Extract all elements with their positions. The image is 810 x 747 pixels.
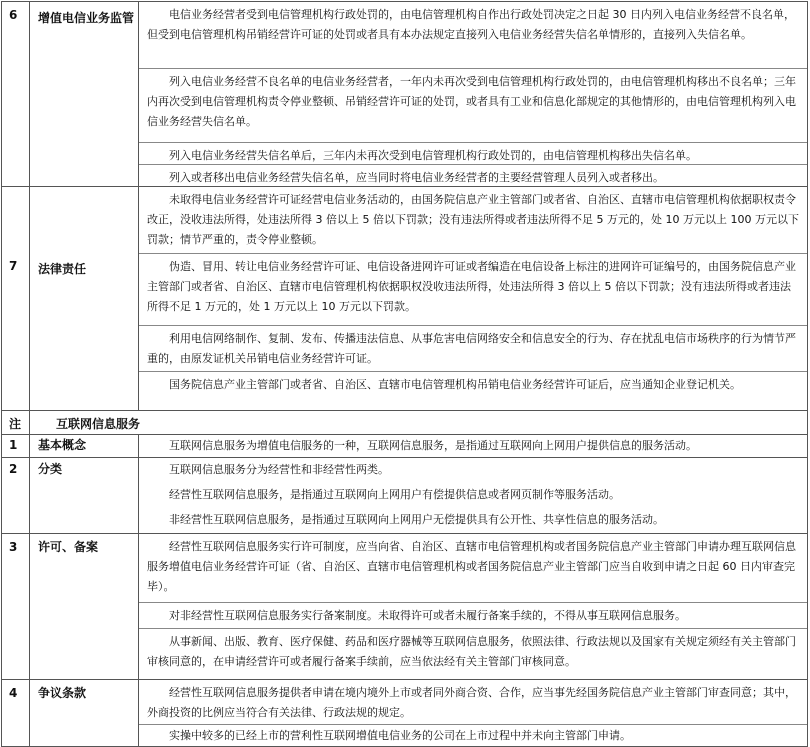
paragraph: 对非经营性互联网信息服务实行备案制度。未取得许可或者未履行备案手续的，不得从事互联网信息服务。: [139, 602, 807, 628]
row-number: 2: [1, 458, 30, 534]
paragraph: 列入电信业务经营失信名单后，三年内未再次受到电信管理机构行政处罚的，由电信管理机构移出失信名单。: [139, 142, 807, 164]
row-title: 法律责任: [30, 187, 139, 411]
paragraph: 互联网信息服务分为经营性和非经营性两类。: [169, 463, 389, 476]
row-content: [139, 534, 808, 680]
row-title: 争议条款: [30, 680, 139, 746]
row-content: [139, 680, 808, 746]
paragraph: 伪造、冒用、转让电信业务经营许可证、电信设备进网许可证或者编造在电信设备上标注的进网许可证编号的，由国务院信息产业主管部门或者省、自治区、直辖市电信管理机构依据职权没收违法所得，处违法所得 3 倍以上 5 倍以下罚款；没有违法所得或者违法所得不足 1 万元的，处 1 万元以上 10 万元以下罚款。: [139, 253, 807, 325]
row-content: [139, 2, 808, 187]
paragraph: 实操中较多的已经上市的营利性互联网增值电信业务的公司在上市过程中并未向主管部门申请。: [139, 724, 807, 746]
paragraph: 经营性互联网信息服务，是指通过互联网向上网用户有偿提供信息或者网页制作等服务活动。: [169, 488, 620, 501]
row-number: 7: [1, 187, 30, 411]
row-title: 分类: [30, 458, 139, 534]
paragraph: 非经营性互联网信息服务，是指通过互联网向上网用户无偿提供具有公开性、共享性信息的服务活动。: [169, 513, 664, 526]
table-row: [1, 679, 808, 747]
paragraph: 经营性互联网信息服务实行许可制度，应当向省、自治区、直辖市电信管理机构或者国务院信息产业主管部门申请办理互联网信息服务增值电信业务经营许可证（省、自治区、直辖市电信管理机构或者国务院信息产业主管部门应当自收到申请之日起 60 日内审查完毕）。: [147, 540, 796, 593]
paragraph: 未取得电信业务经营许可证经营电信业务活动的，由国务院信息产业主管部门或者省、自治区、直辖市电信管理机构依据职权责令改正，没收违法所得，处违法所得 3 倍以上 5 倍以下罚款；没有违法所得或者违法所得不足 5 万元的，处 10 万元以上 100 万元以下罚款；情节严重的，责令停业整顿。: [147, 193, 799, 246]
section-header: [1, 410, 808, 435]
row-content: [139, 435, 808, 458]
row-number: 6: [1, 2, 30, 187]
table-row: [1, 457, 808, 534]
paragraph: 经营性互联网信息服务提供者申请在境内境外上市或者同外商合资、合作，应当事先经国务院信息产业主管部门审查同意；其中，外商投资的比例应当符合有关法律、行政法规的规定。: [147, 686, 796, 719]
table-row: [1, 434, 808, 458]
row-number: 3: [1, 534, 30, 680]
row-number: 4: [1, 680, 30, 746]
row-content: [139, 458, 808, 534]
paragraph: 列入电信业务经营不良名单的电信业务经营者，一年内未再次受到电信管理机构行政处罚的，由电信管理机构移出不良名单；三年内再次受到电信管理机构责令停业整顿、吊销经营许可证的处罚，或者具有工业和信息化部规定的其他情形的，由电信管理机构列入电信业务经营失信名单。: [139, 68, 807, 142]
row-number: 1: [1, 435, 30, 458]
paragraph: 国务院信息产业主管部门或者省、自治区、直辖市电信管理机构吊销电信业务经营许可证后，应当通知企业登记机关。: [139, 371, 807, 411]
row-title: 许可、备案: [30, 534, 139, 680]
table-row: [1, 186, 808, 411]
paragraph: 列入或者移出电信业务经营失信名单，应当同时将电信业务经营者的主要经营管理人员列入或者移出。: [139, 164, 807, 187]
section-marker: 注: [1, 411, 30, 435]
paragraph: 电信业务经营者受到电信管理机构行政处罚的，由电信管理机构自作出行政处罚决定之日起 30 日内列入电信业务经营不良名单，但受到电信管理机构吊销经营许可证的处罚或者具有本办法规定直接列入电信业务经营失信名单情形的，直接列入失信名单。: [147, 8, 795, 41]
table-row: [1, 1, 808, 187]
row-content: [139, 187, 808, 411]
table-row: [1, 533, 808, 680]
section-title: 互联网信息服务: [30, 411, 808, 435]
paragraph: 从事新闻、出版、教育、医疗保健、药品和医疗器械等互联网信息服务，依照法律、行政法规以及国家有关规定须经有关主管部门审核同意的，在申请经营许可或者履行备案手续前，应当依法经有关主管部门审核同意。: [139, 628, 807, 680]
paragraph: 互联网信息服务为增值电信服务的一种，互联网信息服务，是指通过互联网向上网用户提供信息的服务活动。: [169, 439, 697, 452]
row-title: 基本概念: [30, 435, 139, 458]
paragraph: 利用电信网络制作、复制、发布、传播违法信息、从事危害电信网络安全和信息安全的行为、存在扰乱电信市场秩序的行为情节严重的，由原发证机关吊销电信业务经营许可证。: [139, 325, 807, 371]
row-title: 增值电信业务监管: [30, 2, 139, 187]
